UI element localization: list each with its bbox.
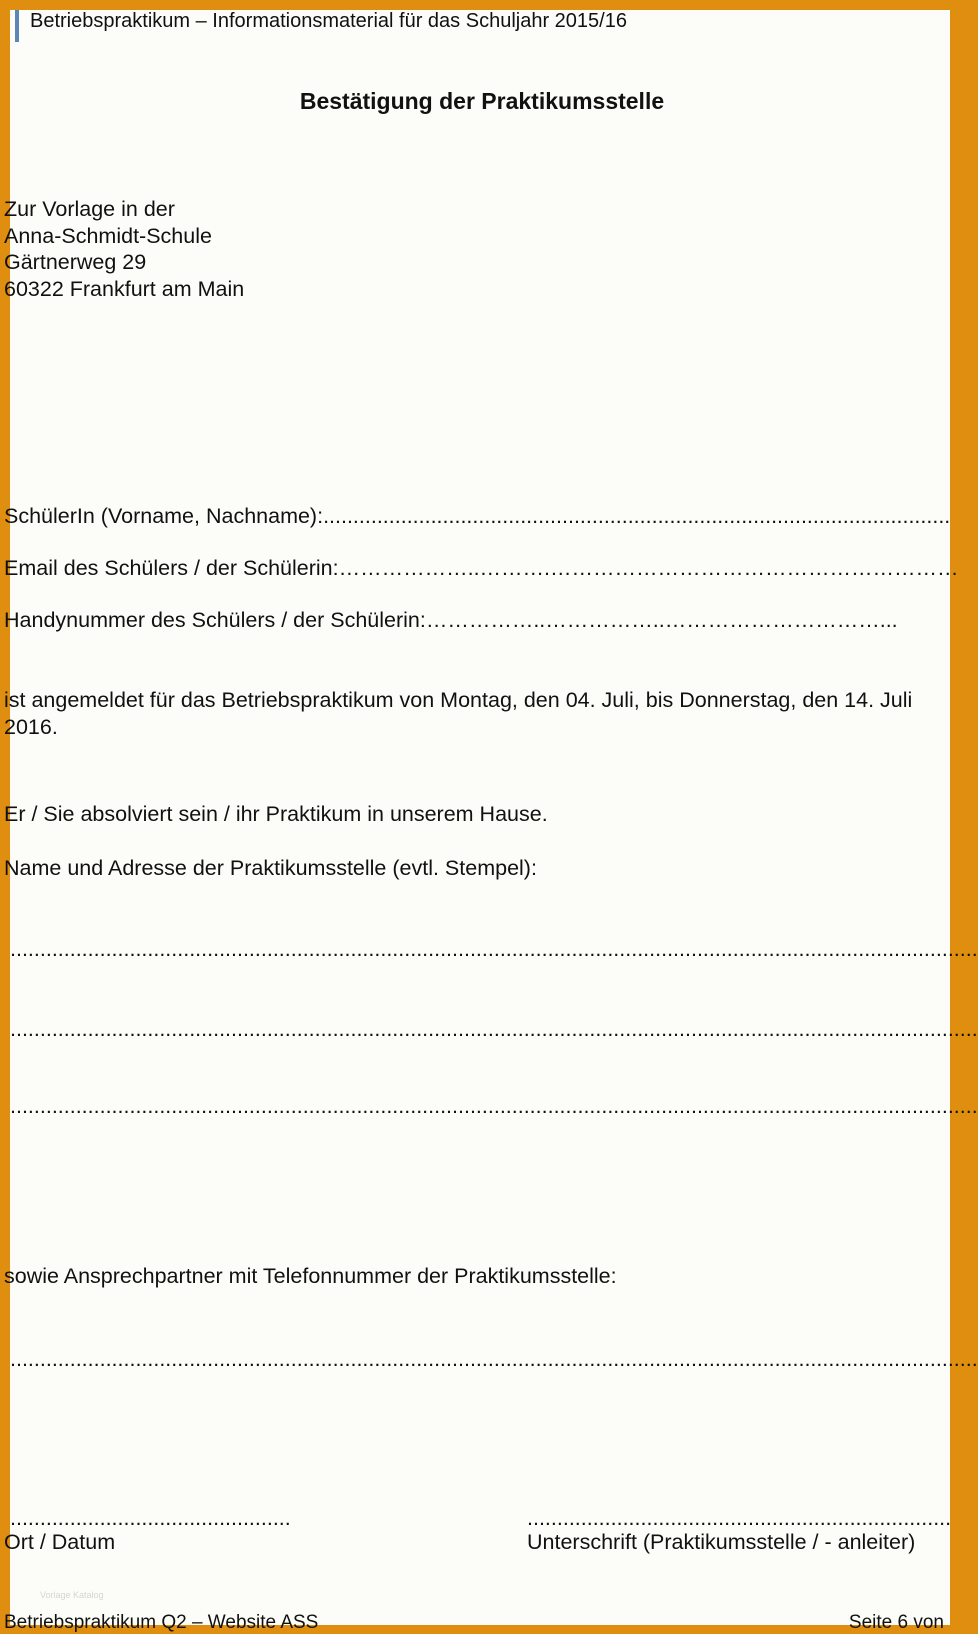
address-line-4: 60322 Frankfurt am Main bbox=[4, 276, 245, 301]
address-line-1: Zur Vorlage in der bbox=[4, 197, 175, 221]
address-line-2: Anna-Schmidt-Schule bbox=[4, 223, 212, 248]
company-label: Name und Adresse der Praktikumsstelle (evtl. Stempel): bbox=[4, 856, 537, 880]
company-line-1[interactable]: .................................................................................................................................................................. bbox=[10, 937, 978, 961]
watermark: Vorlage Katalog bbox=[40, 1590, 104, 1600]
header-accent-bar bbox=[15, 10, 19, 42]
page-number: Seite 6 von bbox=[848, 1612, 944, 1633]
contact-label: sowie Ansprechpartner mit Telefonnummer der Praktikumsstelle: bbox=[4, 1264, 617, 1288]
signature-line[interactable]: ....................................................................... bbox=[527, 1506, 952, 1530]
company-line-2[interactable]: .................................................................................................................................................................. bbox=[10, 1017, 978, 1041]
address-line-3: Gärtnerweg 29 bbox=[4, 250, 147, 274]
signature-label: Unterschrift (Praktikumsstelle / - anleiter) bbox=[527, 1530, 916, 1554]
registration-text: ist angemeldet für das Betriebspraktikum von Montag, den 04. Juli, bis Donnerstag, den 14. Juli 2016. bbox=[4, 688, 913, 739]
student-email-field[interactable]: Email des Schülers / der Schülerin:………………..……….………………………………………………… bbox=[4, 556, 959, 580]
completion-text: Er / Sie absolviert sein / ihr Praktikum in unserem Hause. bbox=[4, 802, 548, 826]
place-date-line[interactable]: ............................................... bbox=[10, 1506, 291, 1530]
running-head: Betriebspraktikum – Informationsmaterial für das Schuljahr 2015/16 bbox=[30, 10, 627, 32]
company-line-3[interactable]: .................................................................................................................................................................. bbox=[10, 1094, 978, 1118]
student-phone-field[interactable]: Handynummer des Schülers / der Schülerin:……………..……………..…………………………... bbox=[4, 608, 898, 632]
place-date-label: Ort / Datum bbox=[4, 1530, 116, 1554]
footer-left: Betriebspraktikum Q2 – Website ASS bbox=[4, 1612, 319, 1633]
document-title: Bestätigung der Praktikumsstelle bbox=[299, 88, 665, 114]
student-name-field[interactable]: SchülerIn (Vorname, Nachname):......................................................................................................... bbox=[4, 504, 951, 528]
recipient-address bbox=[4, 196, 244, 302]
document-page bbox=[4, 10, 978, 1633]
contact-line[interactable]: .................................................................................................................................................................. bbox=[10, 1347, 978, 1371]
